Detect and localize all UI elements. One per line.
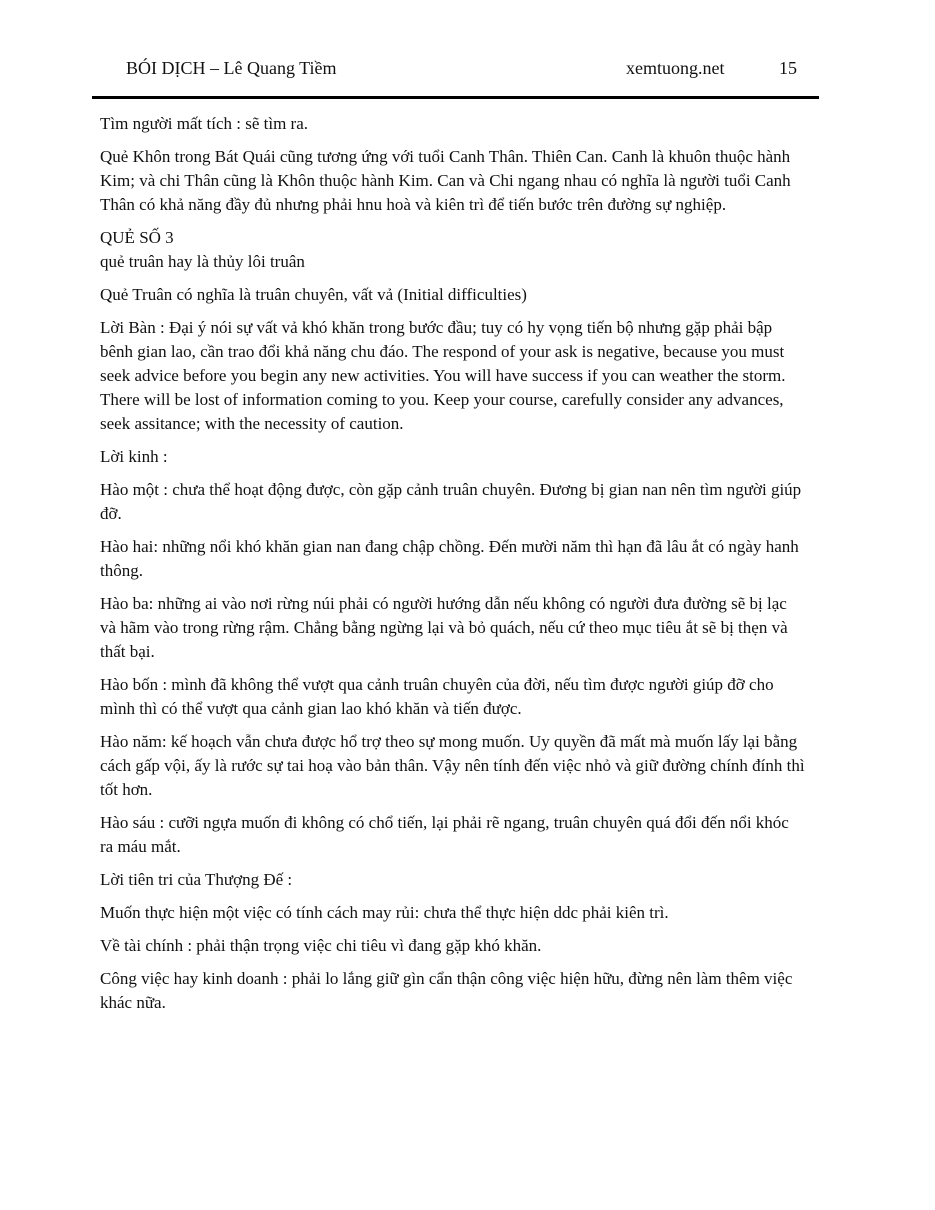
paragraph-loi-ban: Lời Bàn : Đại ý nói sự vất vả khó khăn trong bước đầu; tuy có hy vọng tiến bộ nhưng gặp phải bập bênh gian lao, cần trao đổi khả năng chu đáo. The respond of your ask is negative, because you must seek advice before you begin any new activities. You will have success if you can weather the storm. There will be lost of information coming to you. Keep your course, carefully consider any advances, seek assitance; with the necessity of caution. — [100, 318, 786, 433]
header-title: BÓI DỊCH – Lê Quang Tiềm — [126, 58, 337, 78]
paragraph-missing-person: Tìm người mất tích : sẽ tìm ra. — [100, 114, 309, 133]
paragraph-meaning: Quẻ Truân có nghĩa là truân chuyên, vất vả (Initial difficulties) — [100, 285, 527, 304]
paragraph-hao-bon: Hào bốn : mình đã không thể vượt qua cảnh truân chuyên của đời, nếu tìm được người giúp đỡ cho mình thì có thể vượt qua cảnh gian lao khó khăn và tiến được. — [100, 675, 774, 718]
paragraph-hao-ba: Hào ba: những ai vào nơi rừng núi phải có người hướng dẫn nếu không có người đưa đường sẽ bị lạc và hãm vào trong rừng rậm. Chẳng bằng ngừng lại và bỏ quách, nếu cứ theo mục tiêu ắt sẽ bị thẹn và thất bại. — [100, 594, 788, 661]
paragraph-finance: Về tài chính : phải thận trọng việc chi tiêu vì đang gặp khó khăn. — [100, 936, 542, 955]
paragraph-loi-kinh-heading: Lời kinh : — [100, 447, 168, 466]
paragraph-khon-canh-than: Quẻ Khôn trong Bát Quái cũng tương ứng với tuổi Canh Thân. Thiên Can. Canh là khuôn thuộc hành Kim; và chi Thân cũng là Khôn thuộc hành Kim. Can và Chi ngang nhau có nghĩa là người tuổi Canh Thân có khả năng đầy đủ nhưng phải hnu hoà và kiên trì để tiến bước trên đường sự nghiệp. — [100, 147, 791, 214]
section-heading-que-3: QUẺ SỐ 3 — [100, 228, 174, 247]
paragraph-hao-hai: Hào hai: những nổi khó khăn gian nan đang chập chồng. Đến mười năm thì hạn đã lâu ắt có ngày hanh thông. — [100, 537, 799, 580]
paragraph-business: Công việc hay kinh doanh : phải lo lắng giữ gìn cẩn thận công việc hiện hữu, đừng nên làm thêm việc khác nữa. — [100, 969, 793, 1012]
paragraph-hao-sau: Hào sáu : cưỡi ngựa muốn đi không có chổ tiến, lại phải rẽ ngang, truân chuyên quá đổi đến nổi khóc ra máu mắt. — [100, 813, 789, 856]
paragraph-venture: Muốn thực hiện một việc có tính cách may rủi: chưa thể thực hiện ddc phải kiên trì. — [100, 903, 669, 922]
paragraph-hao-mot: Hào một : chưa thể hoạt động được, còn gặp cảnh truân chuyên. Đương bị gian nan nên tìm người giúp đỡ. — [100, 480, 802, 523]
page-header — [92, 54, 819, 99]
page-number: 15 — [779, 58, 797, 78]
paragraph-hao-nam: Hào năm: kế hoạch vẫn chưa được hổ trợ theo sự mong muốn. Uy quyền đã mất mà muốn lấy lại bằng cách gấp vội, ấy là rước sự tai hoạ vào bản thân. Vậy nên tính đến việc nhỏ và giữ đường chính đính thì tốt hơn. — [100, 732, 805, 799]
header-site: xemtuong.net — [626, 58, 725, 78]
page-body — [100, 112, 805, 1024]
section-subtitle: quẻ truân hay là thủy lôi truân — [100, 252, 305, 271]
paragraph-prophecy-heading: Lời tiên tri của Thượng Đế : — [100, 870, 293, 889]
